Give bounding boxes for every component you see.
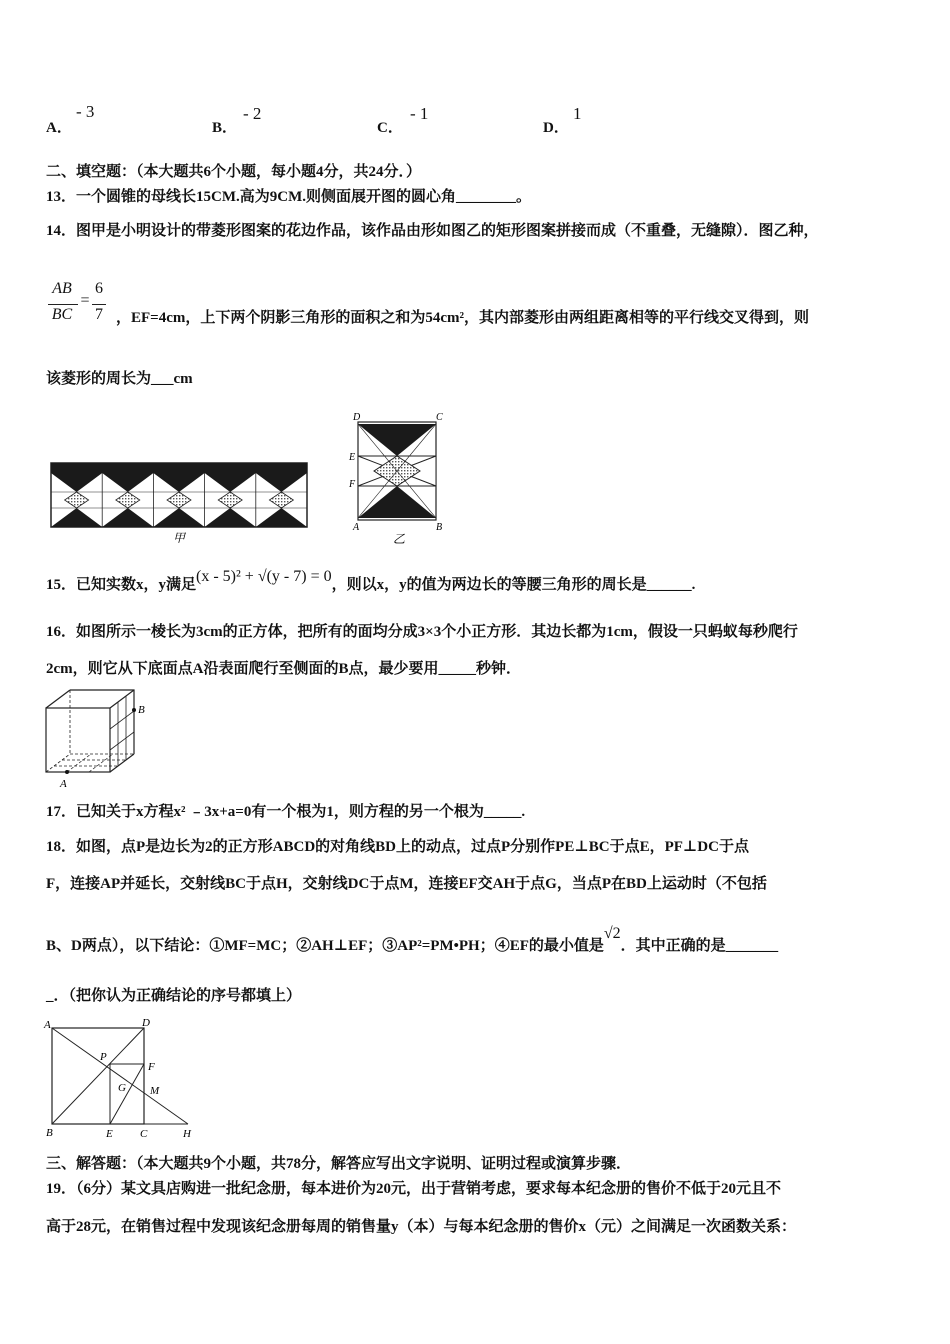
figure-jia-caption: 甲 xyxy=(173,531,186,544)
choice-b-value: - 2 xyxy=(243,104,262,123)
yi-label-e: E xyxy=(349,452,356,463)
cube-label-a: A xyxy=(60,778,67,790)
section-3-heading: 三、解答题：（本大题共9个小题，共78分，解答应写出文字说明、证明过程或演算步骤． xyxy=(46,1156,632,1172)
choice-d-value: 1 xyxy=(573,104,582,123)
question-17: 17．已知关于x方程x² ﹣3x+a=0有一个根为1，则方程的另一个根为_____. xyxy=(46,804,526,820)
choice-c-value: - 1 xyxy=(410,104,429,123)
q18-line3-end: ．其中正确的是_______ xyxy=(620,938,779,954)
question-18-line4: _．（把你认为正确结论的序号都填上） xyxy=(46,988,302,1004)
question-13: 13．一个圆锥的母线长15CM.高为9CM.则侧面展开图的圆心角________。 xyxy=(46,189,531,205)
sq-label-b: B xyxy=(46,1127,53,1139)
q18-sqrt2: √2 xyxy=(603,925,621,942)
yi-label-f: F xyxy=(349,479,356,490)
sq-label-d: D xyxy=(142,1017,150,1029)
q18-line3-main: B、D两点），以下结论：①MF=MC；②AH⊥EF；③AP²=PM•PH；④EF的最小值是 xyxy=(46,938,604,954)
question-19-line1: 19．（6分）某文具店购进一批纪念册，每本进价为20元，出于营销考虑，要求每本纪念册的售价不低于20元且不 xyxy=(46,1181,782,1197)
q15-prefix: 15．已知实数x，y满足 xyxy=(46,577,197,593)
yi-label-c: C xyxy=(436,412,443,423)
figure-yi-rectangle-pattern xyxy=(344,410,450,546)
yi-label-d: D xyxy=(353,412,361,423)
yi-label-a: A xyxy=(353,522,360,533)
question-15 xyxy=(46,568,696,594)
question-14-line2: ，EF=4cm，上下两个阴影三角形的面积之和为54cm²，其内部菱形由两组距离相等的平行线交叉得到，则 xyxy=(116,310,810,326)
sq-label-m: M xyxy=(150,1085,160,1097)
fraction-numerator-ab: AB xyxy=(52,280,72,297)
choice-b-label: B． xyxy=(212,120,238,136)
sq-label-f: F xyxy=(148,1061,155,1073)
choice-a-value: - 3 xyxy=(76,102,95,121)
fraction-numerator-6: 6 xyxy=(95,280,103,297)
sq-label-c: C xyxy=(140,1128,148,1140)
figure-square-abcd xyxy=(40,1016,198,1142)
q14-fraction xyxy=(46,280,114,332)
figure-jia-lace-pattern xyxy=(50,462,312,544)
cube-label-b: B xyxy=(138,704,145,716)
fraction-denominator-7: 7 xyxy=(95,306,103,323)
question-16-line2: 2cm，则它从下底面点A沿表面爬行至侧面的B点，最少要用_____秒钟． xyxy=(46,661,521,677)
question-18-line2: F，连接AP并延长，交射线BC于点H，交射线DC于点M，连接EF交AH于点G，当点P在BD上运动时（不包括 xyxy=(46,876,767,892)
choice-a-label: A． xyxy=(46,120,72,136)
figure-cube xyxy=(40,688,160,792)
choice-d-label: D． xyxy=(543,120,569,136)
question-18-line1: 18．如图，点P是边长为2的正方形ABCD的对角线BD上的动点，过点P分别作PE⊥BC于点E，PF⊥DC于点 xyxy=(46,839,749,855)
sq-label-p: P xyxy=(100,1051,107,1063)
section-2-heading: 二、填空题：（本大题共6个小题，每小题4分，共24分．） xyxy=(46,164,422,180)
question-16-line1: 16．如图所示一棱长为3cm的正方体，把所有的面均分成3×3个小正方形．其边长都为1cm，假设一只蚂蚁每秒爬行 xyxy=(46,624,798,640)
fraction-bar-1 xyxy=(48,304,78,305)
question-14-line1: 14．图甲是小明设计的带菱形图案的花边作品，该作品由形如图乙的矩形图案拼接而成（不重叠，无缝隙）．图乙种， xyxy=(46,223,819,239)
yi-label-b: B xyxy=(436,522,443,533)
sq-label-g: G xyxy=(118,1082,126,1094)
q15-suffix: ，则以x，y的值为两边长的等腰三角形的周长是______. xyxy=(331,577,696,593)
choice-c-label: C． xyxy=(377,120,403,136)
q15-expression: (x - 5)² + √(y - 7) = 0 xyxy=(196,568,332,585)
figure-yi-caption: 乙 xyxy=(393,532,406,546)
question-18-line3 xyxy=(46,925,779,955)
sq-label-e: E xyxy=(106,1128,113,1140)
sq-label-a: A xyxy=(44,1019,51,1031)
fraction-denominator-bc: BC xyxy=(51,306,73,323)
question-19-line2: 高于28元，在销售过程中发现该纪念册每周的销售量y（本）与每本纪念册的售价x（元）之间满足一次函数关系： xyxy=(46,1219,797,1235)
question-14-line3: 该菱形的周长为___cm xyxy=(46,371,193,387)
fraction-equals: = xyxy=(80,292,90,309)
sq-label-h: H xyxy=(183,1128,191,1140)
fraction-bar-2 xyxy=(92,304,106,305)
